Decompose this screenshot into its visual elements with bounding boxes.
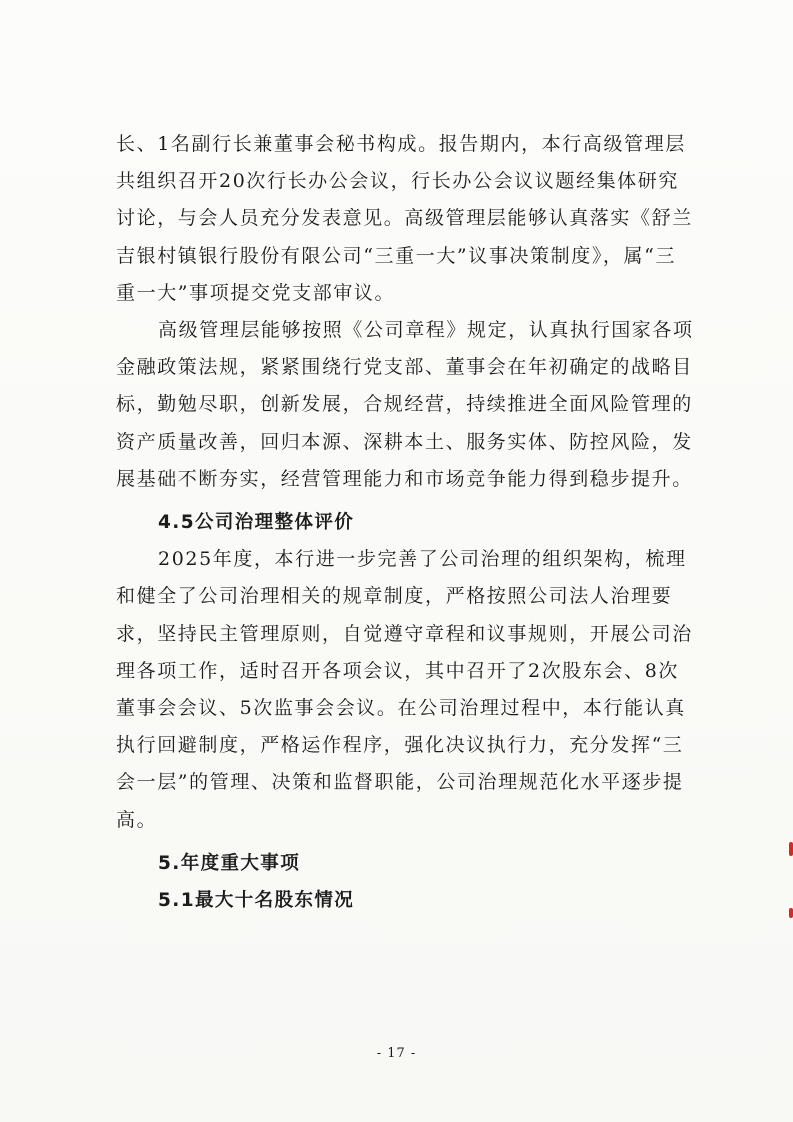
text-line: 执行回避制度，严格运作程序，强化决议执行力，充分发挥“三 <box>116 734 684 757</box>
text-line: 标，勤勉尽职，创新发展，合规经营，持续推进全面风险管理的 <box>116 393 693 416</box>
text-line: 长、1名副行长兼董事会秘书构成。报告期内，本行高级管理层 <box>116 133 686 155</box>
text-line: 资产质量改善，回归本源、深耕本土、服务实体、防控风险，发 <box>116 430 693 453</box>
binding-edge-mark <box>789 908 793 918</box>
text-line: 吉银村镇银行股份有限公司“三重一大”议事决策制度》，属“三 <box>116 244 677 267</box>
text-line: 会一层”的管理、决策和监督职能，公司治理规范化水平逐步提 <box>116 771 684 794</box>
binding-edge-mark <box>789 842 793 856</box>
text-line: 重一大”事项提交党支部审议。 <box>116 281 396 304</box>
text-line: 高级管理层能够按照《公司章程》规定，认真执行国家各项 <box>158 319 694 342</box>
text-line: 讨论，与会人员充分发表意见。高级管理层能够认真落实《舒兰 <box>116 207 693 230</box>
paragraph-governance-evaluation <box>116 541 696 839</box>
page-number: - 17 - <box>376 1046 417 1061</box>
text-line: 董事会会议、5次监事会会议。在公司治理过程中，本行能认真 <box>116 697 686 720</box>
paragraph-senior-management-meetings <box>116 126 696 312</box>
section-heading-4-5: 4.5公司治理整体评价 <box>158 512 355 534</box>
paragraph-management-performance <box>116 312 696 498</box>
text-line: 2025年度，本行进一步完善了公司治理的组织架构，梳理 <box>158 548 687 571</box>
section-heading-5-1: 5.1最大十名股东情况 <box>158 890 355 912</box>
text-line: 和健全了公司治理相关的规章制度，严格按照公司法人治理要 <box>116 585 673 608</box>
text-line: 高。 <box>116 808 158 831</box>
text-line: 共组织召开20次行长办公会议，行长办公会议议题经集体研究 <box>116 170 679 193</box>
page-body <box>116 126 696 919</box>
text-line: 展基础不断夯实，经营管理能力和市场竞争能力得到稳步提升。 <box>116 467 693 490</box>
text-line: 理各项工作，适时召开各项会议，其中召开了2次股东会、8次 <box>116 659 679 682</box>
text-line: 金融政策法规，紧紧围绕行党支部、董事会在年初确定的战略目 <box>116 356 693 379</box>
section-heading-5: 5.年度重大事项 <box>158 852 301 874</box>
text-line: 求，坚持民主管理原则，自觉遵守章程和议事规则，开展公司治 <box>116 622 693 645</box>
